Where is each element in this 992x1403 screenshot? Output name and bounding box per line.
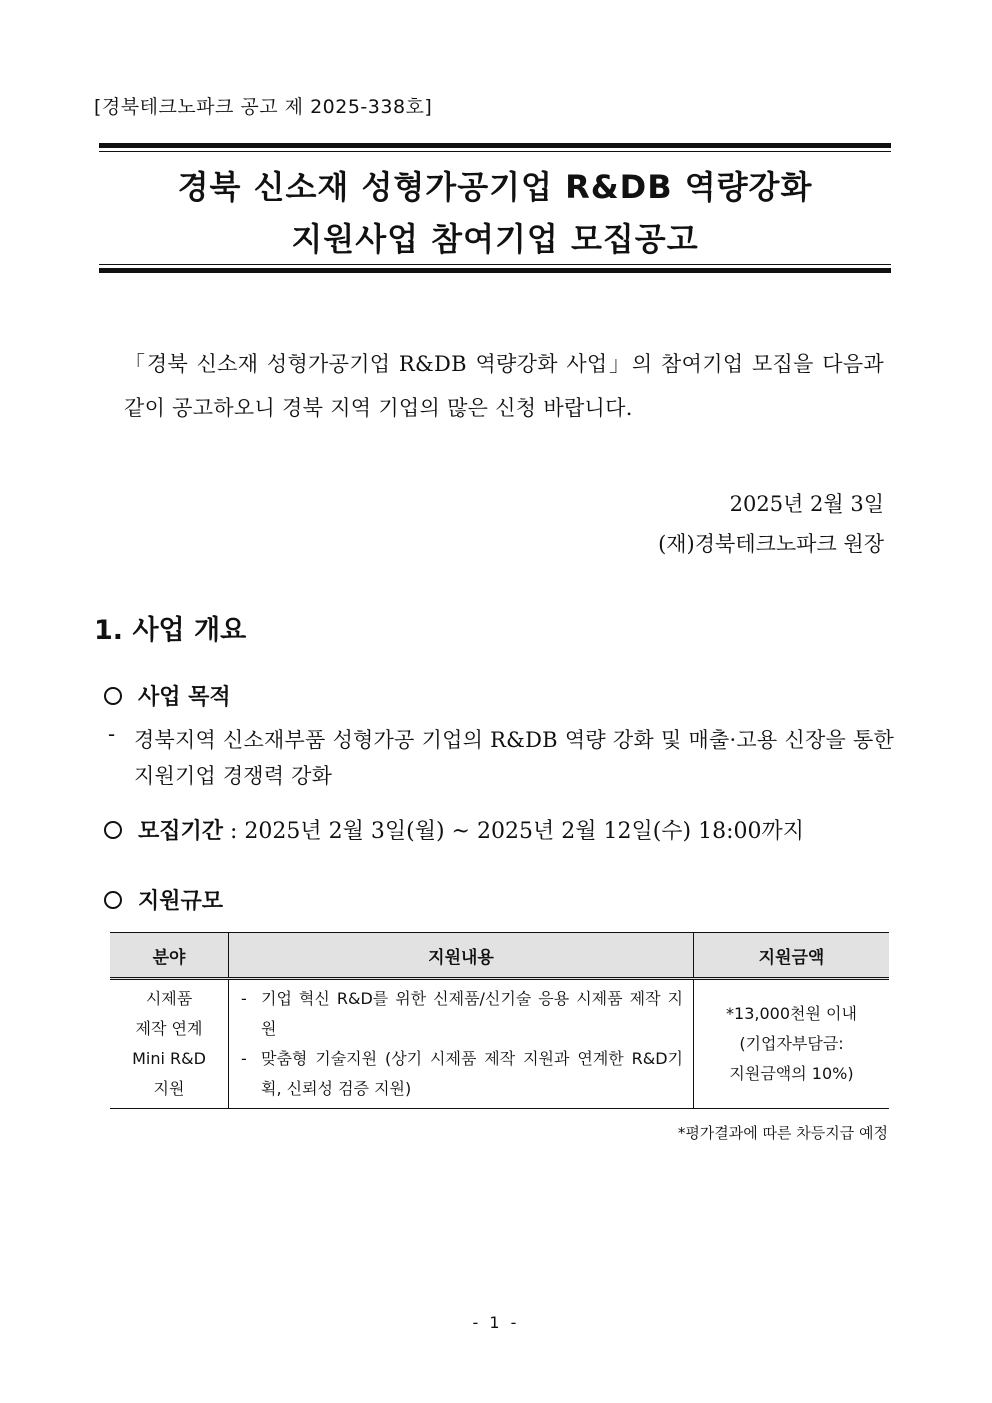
amount-line: (기업자부담금: bbox=[739, 1034, 844, 1053]
notice-date: 2025년 2월 3일 bbox=[729, 492, 884, 516]
purpose-text: 경북지역 신소재부품 성형가공 기업의 R&DB 역량 강화 및 매출·고용 신장을 통한 지원기업 경쟁력 강화 bbox=[134, 728, 894, 788]
section-heading: 1. 사업 개요 bbox=[94, 615, 247, 646]
field-line: 제작 연계 bbox=[135, 1019, 203, 1038]
scale-heading bbox=[104, 884, 223, 915]
issuer: (재)경북테크노파크 원장 bbox=[658, 532, 884, 556]
title-rule-bottom-thick bbox=[99, 268, 891, 273]
field-cell bbox=[110, 979, 229, 1109]
field-line: Mini R&D bbox=[132, 1049, 206, 1068]
content-item bbox=[241, 1044, 683, 1104]
table-note: *평가결과에 따른 차등지급 예정 bbox=[677, 1124, 888, 1142]
purpose-heading bbox=[104, 680, 231, 711]
title-line-1: 경북 신소재 성형가공기업 R&DB 역량강화 bbox=[177, 168, 813, 206]
table-row bbox=[110, 979, 889, 1109]
header-amount: 지원금액 bbox=[694, 933, 890, 979]
circle-bullet-icon bbox=[104, 891, 122, 909]
content-text: 맞춤형 기술지원 (상기 시제품 제작 지원과 연계한 R&D기획, 신뢰성 검증 지원) bbox=[261, 1049, 683, 1098]
header-content: 지원내용 bbox=[229, 933, 694, 979]
period-row bbox=[104, 814, 804, 845]
page-number: - 1 - bbox=[472, 1313, 520, 1332]
support-table bbox=[110, 932, 889, 1109]
title-rule-top-thin bbox=[99, 151, 891, 152]
amount-line: 지원금액의 10%) bbox=[729, 1064, 854, 1083]
scale-label: 지원규모 bbox=[138, 888, 224, 914]
content-cell bbox=[229, 979, 694, 1109]
table-header-row bbox=[110, 933, 889, 979]
title-rule-bottom-thin bbox=[99, 264, 891, 265]
notice-number: [경북테크노파크 공고 제 2025-338호] bbox=[94, 96, 433, 118]
content-dash: - bbox=[241, 1049, 247, 1068]
amount-cell bbox=[694, 979, 890, 1109]
amount-line: *13,000천원 이내 bbox=[726, 1004, 857, 1023]
header-field: 분야 bbox=[110, 933, 229, 979]
field-line: 지원 bbox=[153, 1079, 185, 1098]
circle-bullet-icon bbox=[104, 687, 122, 705]
field-line: 시제품 bbox=[145, 989, 193, 1008]
content-text: 기업 혁신 R&D를 위한 신제품/신기술 응용 시제품 제작 지원 bbox=[261, 989, 683, 1038]
title-line-2: 지원사업 참여기업 모집공고 bbox=[291, 220, 699, 258]
period-value: : 2025년 2월 3일(월) ~ 2025년 2월 12일(수) 18:00까지 bbox=[223, 819, 805, 844]
period-label: 모집기간 bbox=[138, 818, 224, 844]
content-dash: - bbox=[241, 989, 247, 1008]
content-item bbox=[241, 984, 683, 1044]
intro-paragraph: 「경북 신소재 성형가공기업 R&DB 역량강화 사업」의 참여기업 모집을 다음과 같이 공고하오니 경북 지역 기업의 많은 신청 바랍니다. bbox=[124, 352, 884, 420]
title-rule-top-thick bbox=[99, 143, 891, 148]
circle-bullet-icon bbox=[104, 821, 122, 839]
purpose-label: 사업 목적 bbox=[138, 684, 231, 710]
purpose-dash: - bbox=[108, 722, 116, 746]
